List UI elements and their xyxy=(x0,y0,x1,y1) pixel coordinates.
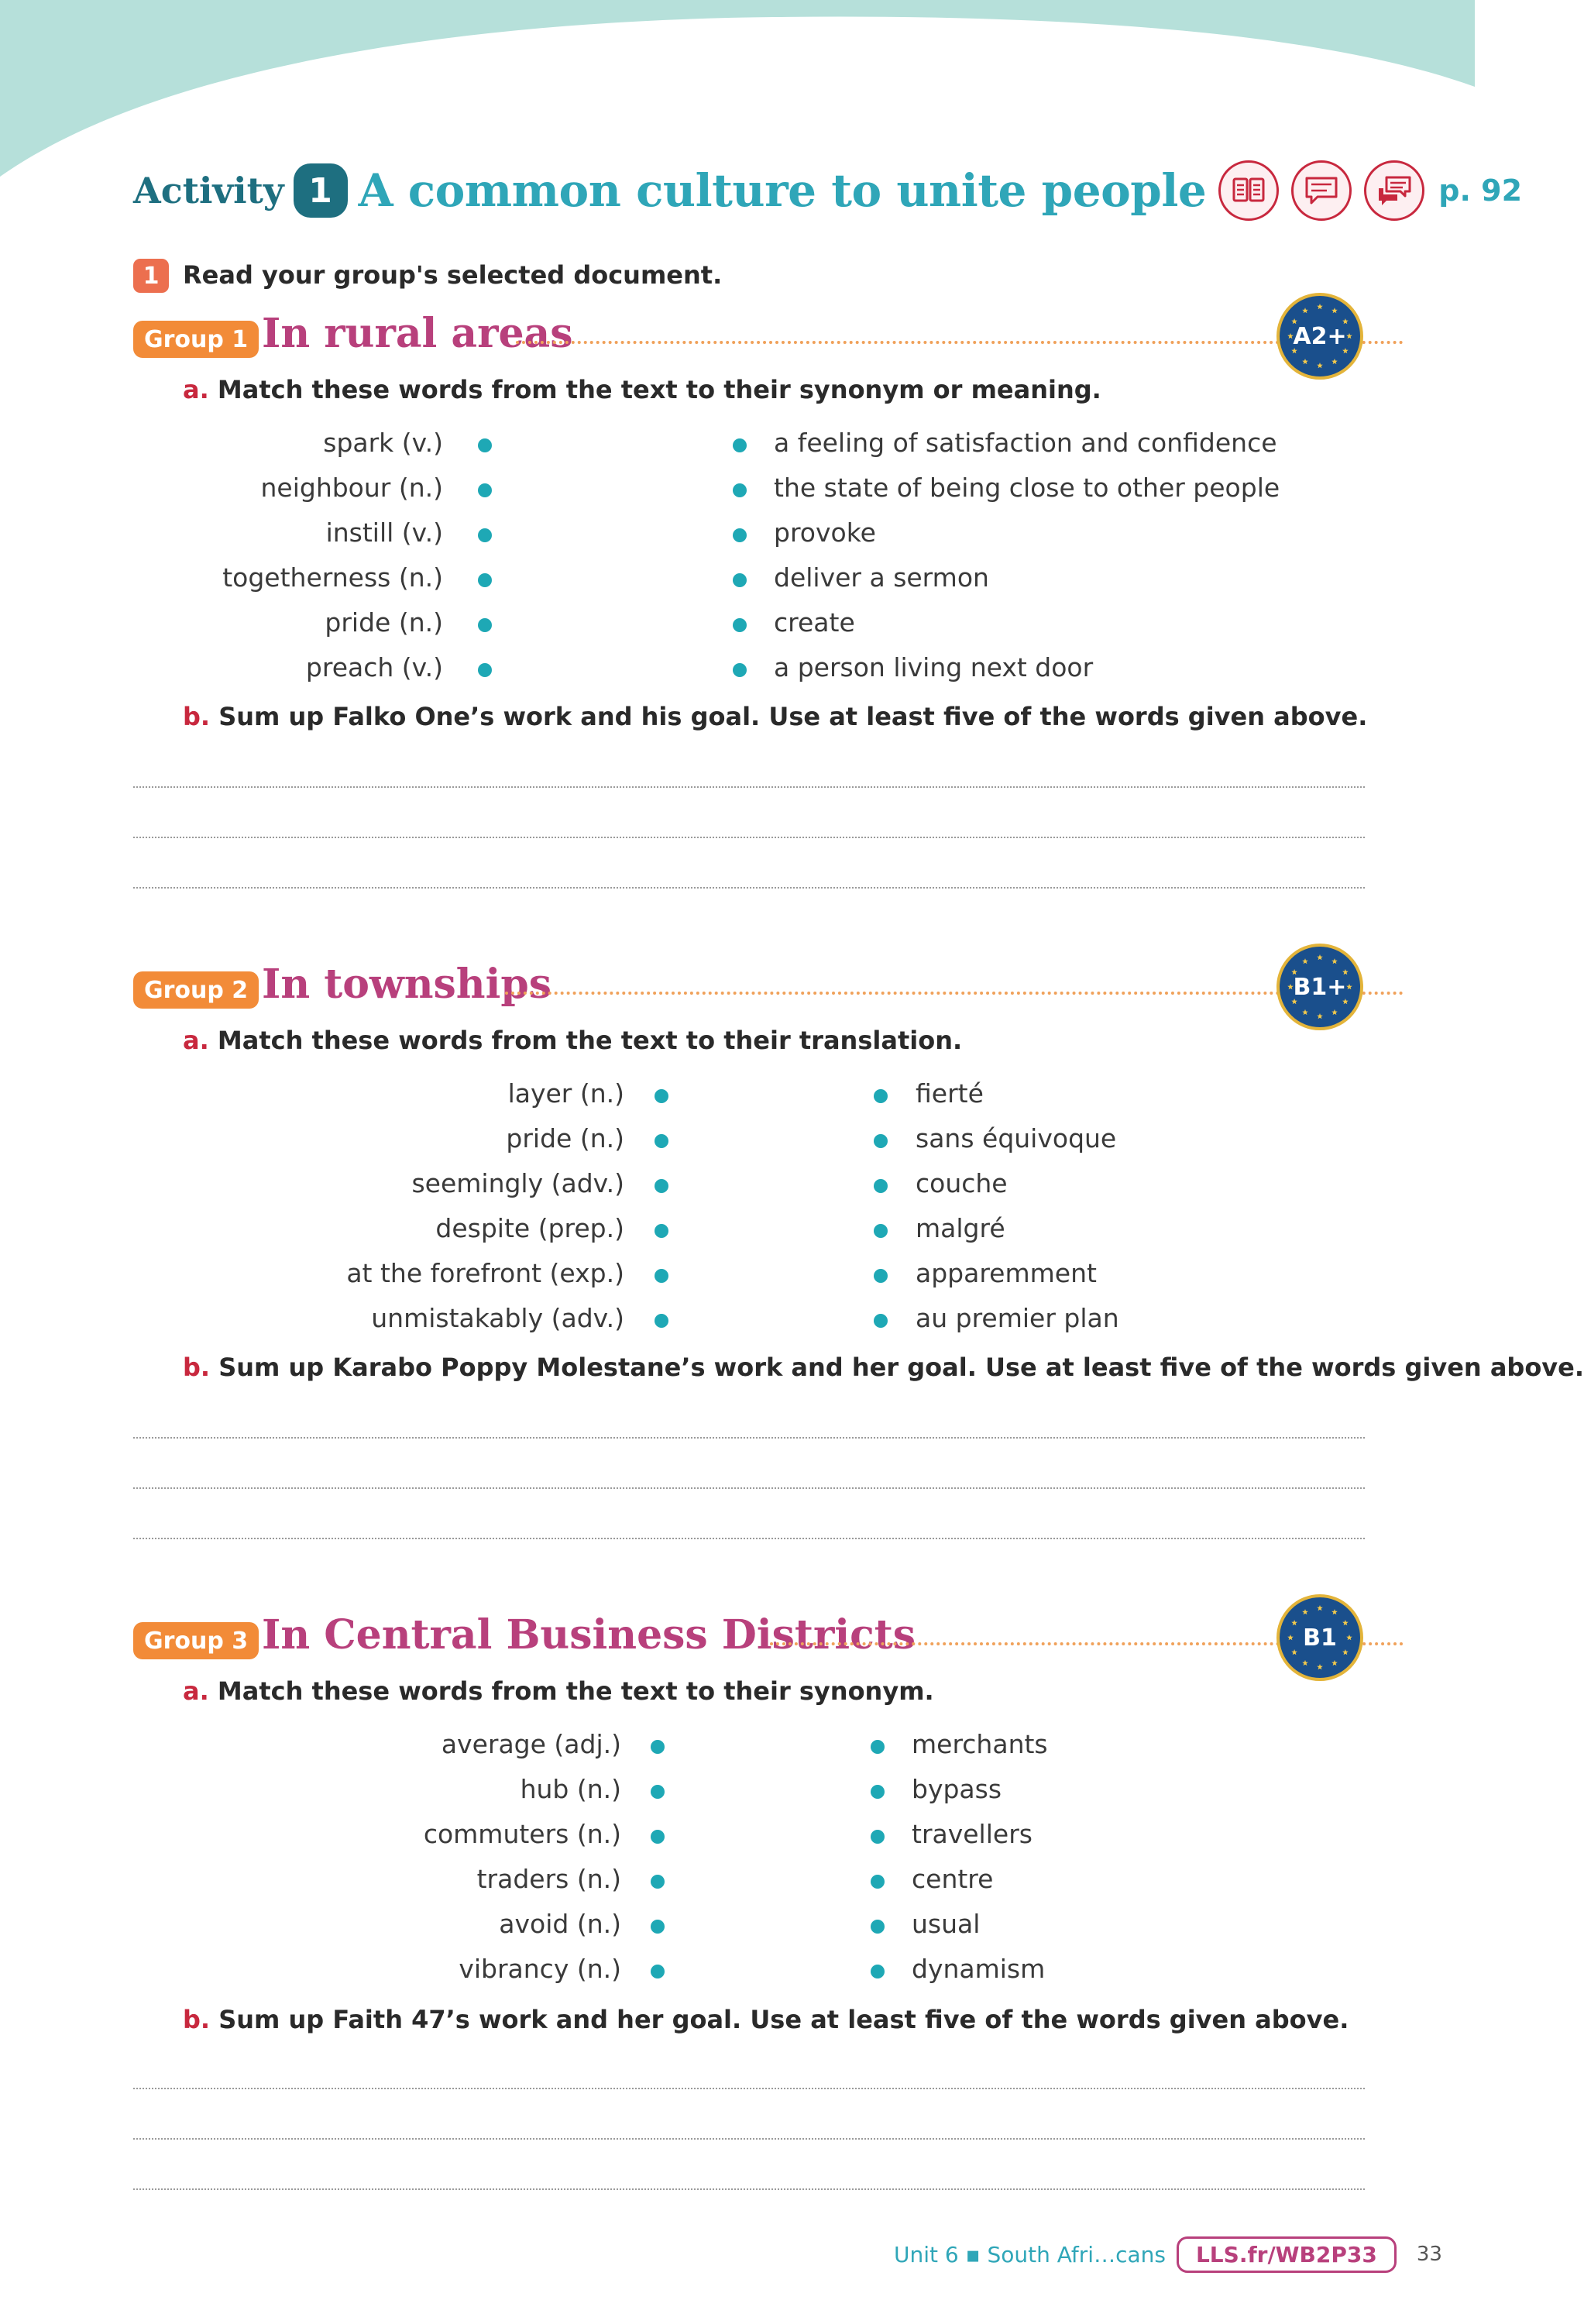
group-3-instruction-b: b. Sum up Faith 47’s work and her goal. Use at least five of the words given above. xyxy=(183,2005,1349,2034)
group-2-instruction-b: b. Sum up Karabo Poppy Molestane’s work and her goal. Use at least five of the words given above. xyxy=(183,1353,1584,1382)
match-left-term: hub (n.) xyxy=(520,1774,621,1804)
match-right-term: a feeling of satisfaction and confidence xyxy=(774,428,1277,458)
match-dot-right[interactable] xyxy=(733,618,747,632)
group-2-badge: Group 2 xyxy=(133,971,259,1009)
match-left-term: at the forefront (exp.) xyxy=(346,1258,624,1288)
match-dot-right[interactable] xyxy=(874,1179,888,1193)
page-footer xyxy=(894,2233,1442,2276)
star-icon xyxy=(1317,304,1323,309)
match-right-term: malgré xyxy=(916,1213,1005,1243)
group-2-title: In townships xyxy=(262,961,551,1008)
star-icon xyxy=(1331,1009,1338,1015)
match-dot-left[interactable] xyxy=(655,1269,668,1283)
star-icon xyxy=(1342,1620,1349,1625)
match-left-term: pride (n.) xyxy=(325,607,443,638)
match-right-term: apparemment xyxy=(916,1258,1097,1288)
match-dot-right[interactable] xyxy=(871,1740,885,1754)
match-row xyxy=(0,1298,1475,1339)
match-dot-right[interactable] xyxy=(733,483,747,497)
group-3-header xyxy=(133,1608,1365,1667)
match-dot-left[interactable] xyxy=(655,1134,668,1148)
star-icon xyxy=(1317,363,1323,368)
match-left-term: neighbour (n.) xyxy=(260,473,443,503)
match-dot-right[interactable] xyxy=(733,528,747,542)
match-right-term: create xyxy=(774,607,855,638)
match-right-term: couche xyxy=(916,1168,1008,1198)
match-left-term: commuters (n.) xyxy=(423,1819,621,1849)
match-dot-left[interactable] xyxy=(478,483,492,497)
match-dot-left[interactable] xyxy=(651,1920,665,1934)
match-left-term: despite (prep.) xyxy=(435,1213,624,1243)
activity-label: Activity xyxy=(133,170,284,211)
match-row xyxy=(0,423,1475,463)
match-right-term: dynamism xyxy=(912,1954,1046,1984)
star-icon xyxy=(1331,1660,1338,1666)
match-dot-left[interactable] xyxy=(651,1875,665,1889)
star-icon xyxy=(1346,333,1352,339)
star-icon xyxy=(1302,308,1308,313)
match-right-term: sans équivoque xyxy=(916,1123,1117,1153)
answer-line[interactable] xyxy=(133,2188,1365,2190)
match-left-term: pride (n.) xyxy=(506,1123,624,1153)
group-1-badge: Group 1 xyxy=(133,321,259,358)
star-icon xyxy=(1291,1649,1297,1655)
match-left-term: layer (n.) xyxy=(507,1078,624,1109)
match-left-term: preach (v.) xyxy=(305,652,443,682)
match-row xyxy=(0,1904,1475,1944)
match-dot-left[interactable] xyxy=(478,573,492,587)
match-right-term: the state of being close to other people xyxy=(774,473,1280,503)
star-icon xyxy=(1317,954,1323,960)
match-row xyxy=(0,603,1475,643)
match-dot-right[interactable] xyxy=(733,663,747,677)
match-right-term: provoke xyxy=(774,517,876,548)
match-row xyxy=(0,1074,1475,1114)
match-dot-left[interactable] xyxy=(478,618,492,632)
answer-line[interactable] xyxy=(133,2088,1365,2089)
match-dot-right[interactable] xyxy=(733,573,747,587)
activity-title: A common culture to unite people xyxy=(358,164,1207,217)
match-row xyxy=(0,1769,1475,1810)
match-row xyxy=(0,558,1475,598)
match-right-term: a person living next door xyxy=(774,652,1094,682)
star-icon xyxy=(1346,1635,1352,1640)
match-dot-left[interactable] xyxy=(655,1179,668,1193)
match-dot-right[interactable] xyxy=(874,1224,888,1238)
speech-bubble-icon xyxy=(1291,160,1352,221)
answer-line[interactable] xyxy=(133,837,1365,838)
match-row xyxy=(0,1859,1475,1899)
star-icon xyxy=(1302,1609,1308,1614)
star-icon xyxy=(1331,958,1338,964)
conversation-icon xyxy=(1364,160,1424,221)
match-dot-right[interactable] xyxy=(871,1830,885,1844)
page-reference: p. 92 xyxy=(1438,174,1523,208)
match-right-term: fierté xyxy=(916,1078,984,1109)
match-left-term: traders (n.) xyxy=(476,1864,621,1894)
star-icon xyxy=(1287,1635,1294,1640)
match-right-term: deliver a sermon xyxy=(774,562,989,593)
match-dot-left[interactable] xyxy=(655,1224,668,1238)
star-icon xyxy=(1317,1664,1323,1669)
answer-line[interactable] xyxy=(133,1487,1365,1489)
match-dot-right[interactable] xyxy=(871,1785,885,1799)
match-left-term: vibrancy (n.) xyxy=(459,1954,621,1984)
level-badge-b1plus: B1+ xyxy=(1276,944,1363,1030)
match-left-term: unmistakably (adv.) xyxy=(371,1303,624,1333)
activity-title-row xyxy=(133,160,1522,222)
match-left-term: average (adj.) xyxy=(441,1729,621,1759)
match-row xyxy=(0,1164,1475,1204)
star-icon xyxy=(1331,1609,1338,1614)
group-1-instruction-a: a. Match these words from the text to their synonym or meaning. xyxy=(183,375,1101,404)
match-left-term: togetherness (n.) xyxy=(222,562,443,593)
match-row xyxy=(0,1949,1475,1989)
match-row xyxy=(0,468,1475,508)
page-number: 33 xyxy=(1416,2243,1442,2266)
group-2-instruction-a: a. Match these words from the text to their translation. xyxy=(183,1026,963,1055)
level-badge-b1: B1 xyxy=(1276,1594,1363,1681)
reading-icon xyxy=(1218,160,1279,221)
level-badge-a2plus: A2+ xyxy=(1276,293,1363,380)
step-number: 1 xyxy=(133,259,169,293)
match-dot-left[interactable] xyxy=(651,1965,665,1978)
answer-line[interactable] xyxy=(133,887,1365,889)
star-icon xyxy=(1331,359,1338,364)
match-left-term: instill (v.) xyxy=(325,517,443,548)
star-icon xyxy=(1291,1620,1297,1625)
group-3-title: In Central Business Districts xyxy=(262,1611,916,1659)
match-dot-left[interactable] xyxy=(478,528,492,542)
match-right-term: usual xyxy=(912,1909,981,1939)
match-right-term: bypass xyxy=(912,1774,1002,1804)
match-dot-left[interactable] xyxy=(655,1089,668,1103)
group-1-header xyxy=(133,307,1365,366)
resource-link[interactable]: LLS.fr/WB2P33 xyxy=(1177,2236,1397,2273)
match-right-term: centre xyxy=(912,1864,994,1894)
activity-number: 1 xyxy=(294,163,348,218)
match-left-term: seemingly (adv.) xyxy=(411,1168,624,1198)
match-dot-left[interactable] xyxy=(651,1830,665,1844)
match-right-term: travellers xyxy=(912,1819,1033,1849)
match-row xyxy=(0,1724,1475,1765)
star-icon xyxy=(1317,1605,1323,1611)
star-icon xyxy=(1346,984,1352,989)
dotted-divider xyxy=(505,992,1404,995)
group-1-instruction-b: b. Sum up Falko One’s work and his goal. Use at least five of the words given above. xyxy=(183,702,1368,731)
group-3-badge: Group 3 xyxy=(133,1622,259,1659)
match-row xyxy=(0,1253,1475,1294)
match-row xyxy=(0,1208,1475,1249)
match-dot-left[interactable] xyxy=(651,1740,665,1754)
match-dot-left[interactable] xyxy=(478,663,492,677)
unit-label: Unit 6 ▪ South Afri…cans xyxy=(894,2241,1166,2267)
match-right-term: merchants xyxy=(912,1729,1048,1759)
match-row xyxy=(0,1814,1475,1855)
step-instruction: Read your group's selected document. xyxy=(183,260,723,290)
match-dot-right[interactable] xyxy=(874,1269,888,1283)
group-3-instruction-a: a. Match these words from the text to their synonym. xyxy=(183,1676,934,1706)
match-row xyxy=(0,513,1475,553)
match-left-term: avoid (n.) xyxy=(499,1909,621,1939)
match-dot-left[interactable] xyxy=(655,1314,668,1328)
match-row xyxy=(0,1119,1475,1159)
match-dot-right[interactable] xyxy=(874,1089,888,1103)
star-icon xyxy=(1317,1013,1323,1019)
star-icon xyxy=(1302,359,1308,364)
match-dot-right[interactable] xyxy=(871,1920,885,1934)
answer-line[interactable] xyxy=(133,1538,1365,1539)
answer-line[interactable] xyxy=(133,786,1365,788)
match-row xyxy=(0,648,1475,688)
star-icon xyxy=(1302,1009,1308,1015)
match-right-term: au premier plan xyxy=(916,1303,1119,1333)
dotted-divider xyxy=(516,341,1404,344)
match-dot-right[interactable] xyxy=(871,1965,885,1978)
group-1-title: In rural areas xyxy=(262,310,573,357)
match-dot-right[interactable] xyxy=(871,1875,885,1889)
match-dot-left[interactable] xyxy=(478,438,492,452)
answer-line[interactable] xyxy=(133,1437,1365,1439)
star-icon xyxy=(1302,958,1308,964)
group-2-header xyxy=(133,957,1365,1016)
answer-line[interactable] xyxy=(133,2138,1365,2140)
header-wave xyxy=(0,0,1475,186)
match-dot-right[interactable] xyxy=(874,1134,888,1148)
match-dot-left[interactable] xyxy=(651,1785,665,1799)
star-icon xyxy=(1302,1660,1308,1666)
match-dot-right[interactable] xyxy=(733,438,747,452)
star-icon xyxy=(1342,1649,1349,1655)
match-left-term: spark (v.) xyxy=(323,428,443,458)
star-icon xyxy=(1331,308,1338,313)
match-dot-right[interactable] xyxy=(874,1314,888,1328)
